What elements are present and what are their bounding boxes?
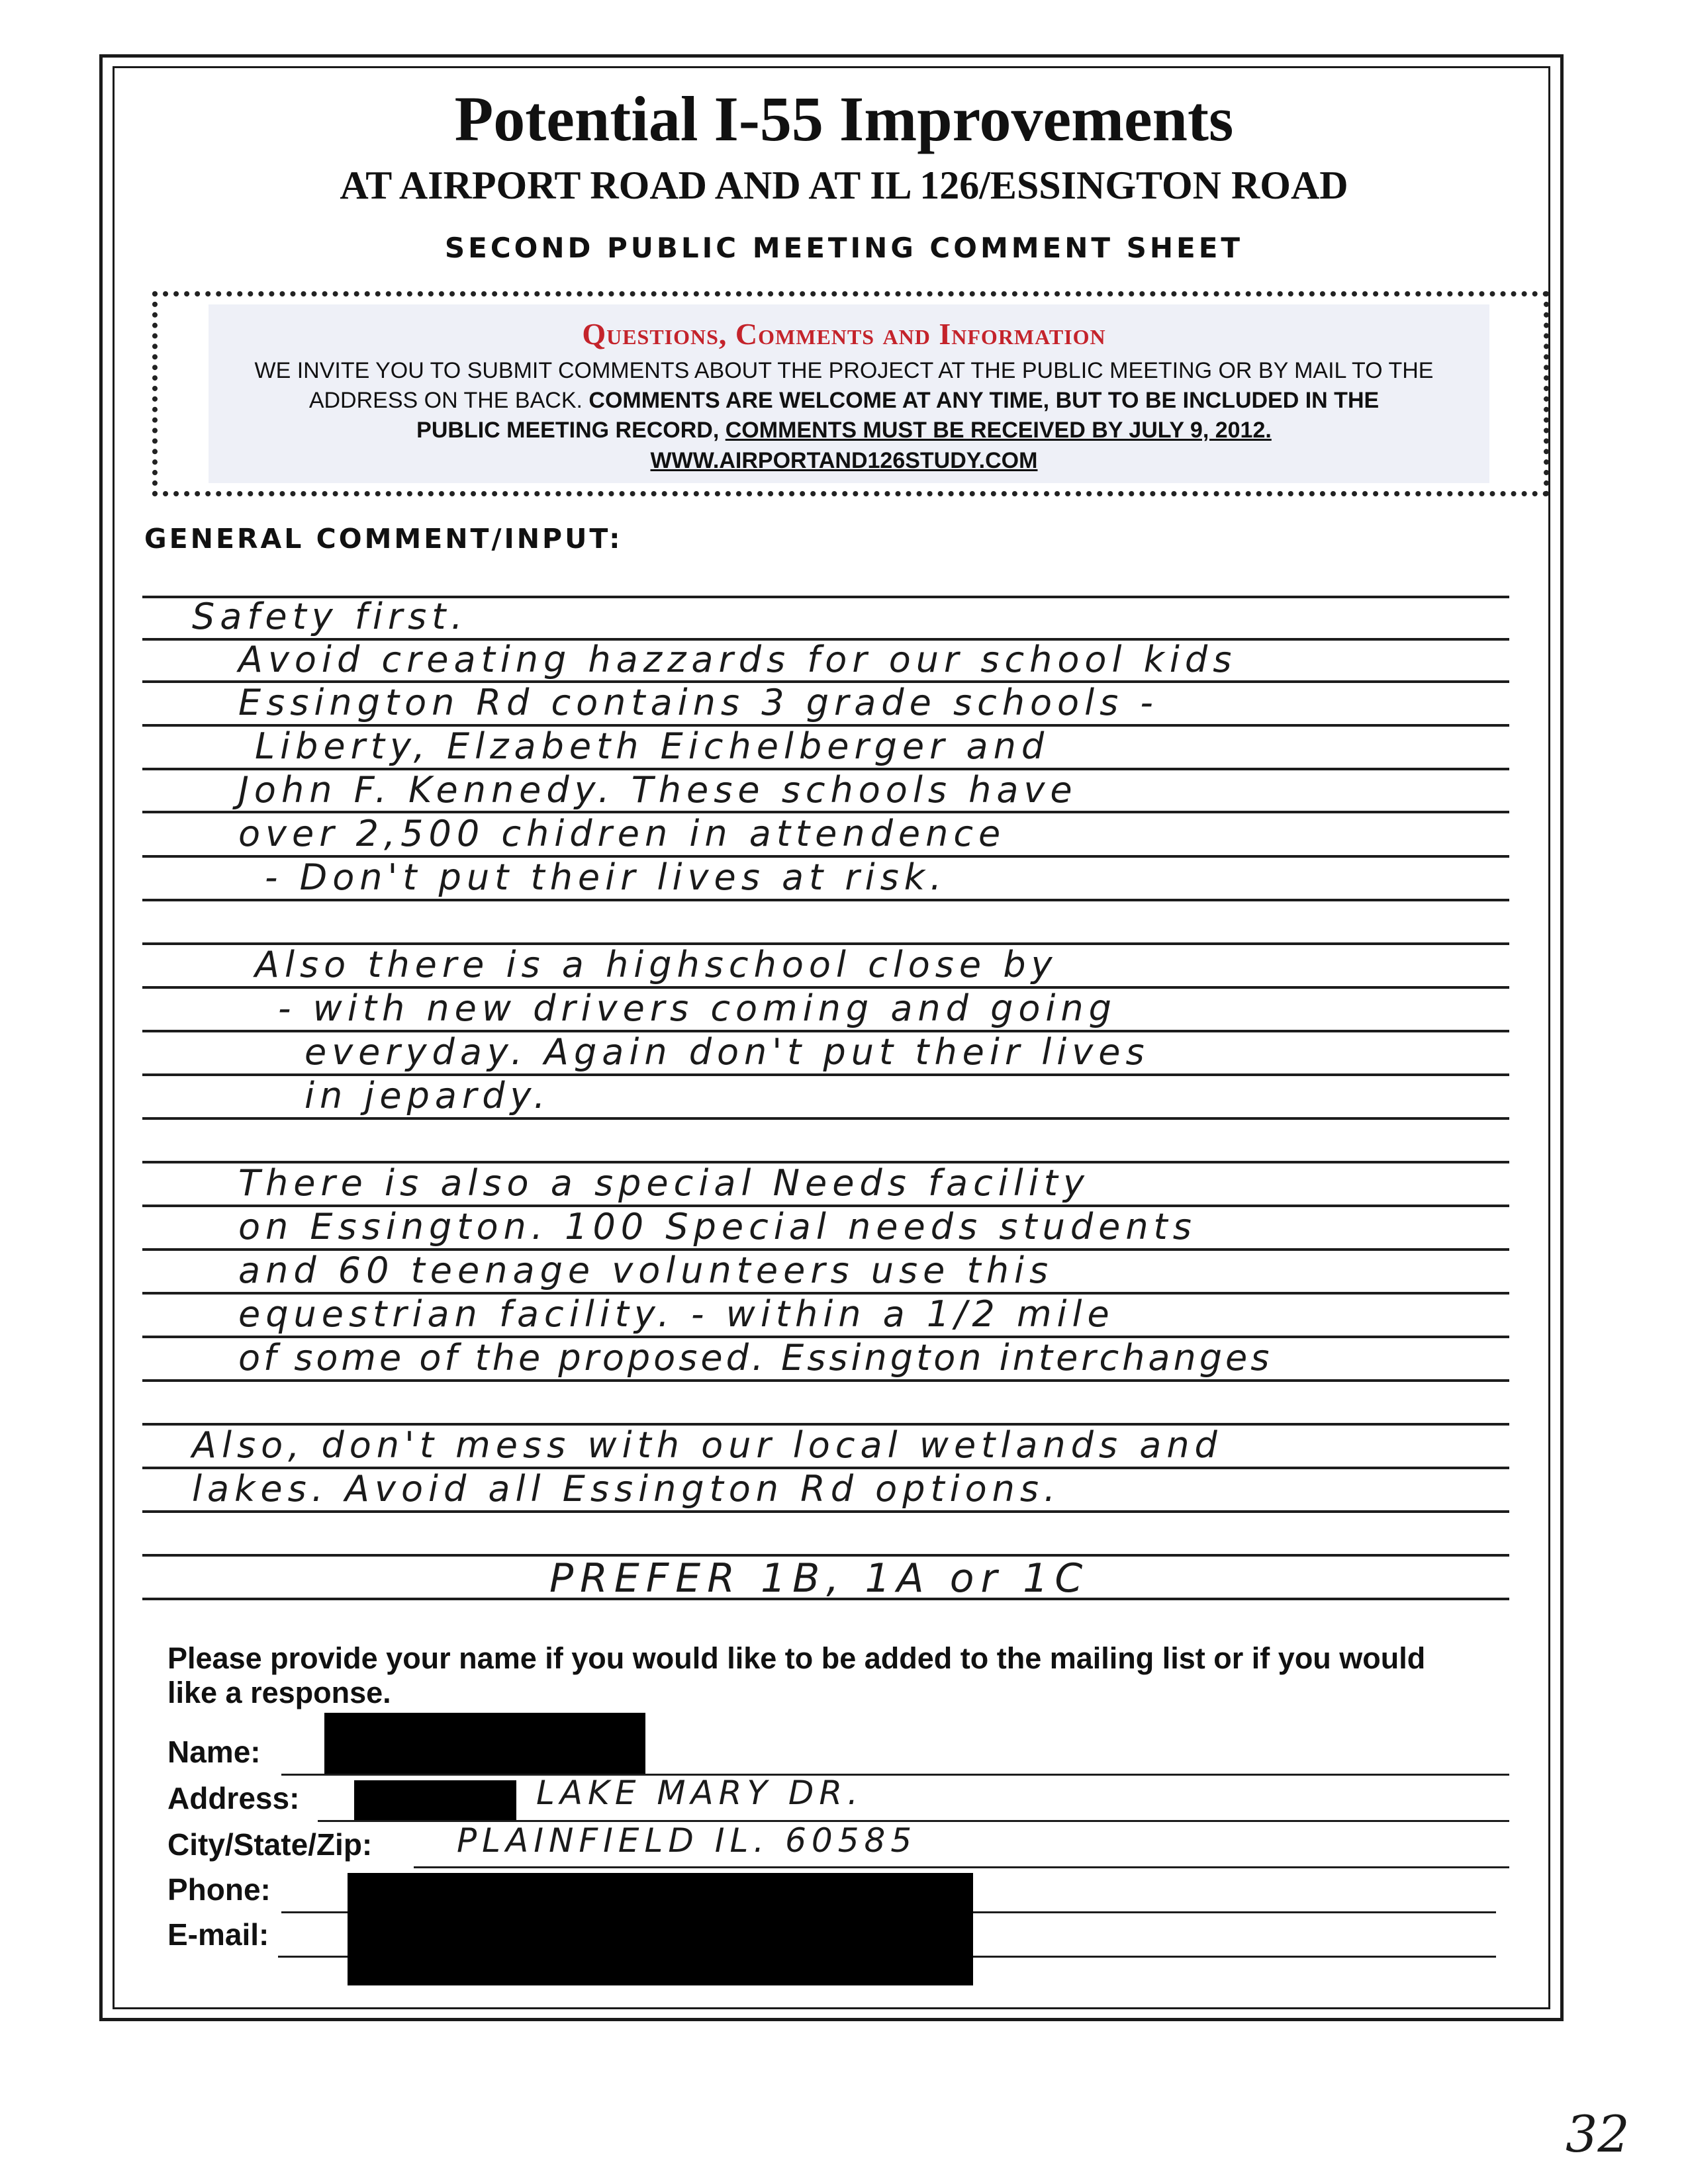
handwritten-line: of some of the proposed. Essington interchanges xyxy=(238,1337,1273,1379)
page-subtitle: AT AIRPORT ROAD AND AT IL 126/ESSINGTON ROAD xyxy=(340,163,1348,207)
handwritten-line: - with new drivers coming and going xyxy=(278,987,1117,1029)
name-field-line[interactable] xyxy=(281,1774,1509,1776)
handwritten-line: - Don't put their lives at risk. xyxy=(265,856,947,898)
city-state-zip-value: PLAINFIELD IL. 60585 xyxy=(457,1821,917,1860)
handwritten-line: Also, don't mess with our local wetlands and xyxy=(192,1424,1223,1466)
info-website-link[interactable]: WWW.AIRPORTAND126STUDY.COM xyxy=(650,448,1038,473)
handwritten-line: Essington Rd contains 3 grade schools - xyxy=(238,682,1158,723)
phone-label: Phone: xyxy=(167,1872,271,1907)
handwritten-line: There is also a special Needs facility xyxy=(238,1162,1090,1204)
handwritten-line: everyday. Again don't put their lives xyxy=(305,1031,1150,1073)
page-number-mark: 32 xyxy=(1566,2105,1630,2163)
handwritten-line: on Essington. 100 Special needs students xyxy=(238,1206,1197,1248)
info-line-2-plain: ADDRESS ON THE BACK. xyxy=(308,388,583,413)
page-title: Potential I-55 Improvements xyxy=(454,83,1234,154)
redaction-block xyxy=(348,1873,973,1985)
rule-line xyxy=(142,1117,1509,1120)
handwritten-line: Safety first. xyxy=(192,596,468,637)
rule-line xyxy=(142,1379,1509,1382)
address-label: Address: xyxy=(167,1781,300,1815)
address-value: LAKE MARY DR. xyxy=(536,1774,863,1812)
handwritten-line: in jepardy. xyxy=(305,1075,551,1116)
contact-prompt-line-2: like a response. xyxy=(167,1676,391,1709)
handwritten-line: and 60 teenage volunteers use this xyxy=(238,1250,1054,1291)
handwritten-line: over 2,500 chidren in attendence xyxy=(238,813,1006,854)
handwritten-line: Liberty, Elzabeth Eichelberger and xyxy=(255,725,1050,767)
city-field-line[interactable] xyxy=(414,1866,1509,1868)
handwritten-line: lakes. Avoid all Essington Rd options. xyxy=(192,1468,1061,1510)
email-label: E-mail: xyxy=(167,1917,269,1952)
info-line-1: WE INVITE YOU TO SUBMIT COMMENTS ABOUT THE PROJECT AT THE PUBLIC MEETING OR BY MAIL TO THE xyxy=(254,358,1434,383)
meeting-label: SECOND PUBLIC MEETING COMMENT SHEET xyxy=(444,232,1244,264)
redaction-block xyxy=(324,1713,645,1774)
general-comment-heading: GENERAL COMMENT/INPUT: xyxy=(144,523,623,555)
info-line-2-bold: COMMENTS ARE WELCOME AT ANY TIME, BUT TO BE INCLUDED IN THE xyxy=(588,388,1380,413)
handwritten-line: John F. Kennedy. These schools have xyxy=(238,769,1078,811)
handwritten-line: Also there is a highschool close by xyxy=(255,944,1058,985)
info-deadline: COMMENTS MUST BE RECEIVED BY JULY 9, 2012. xyxy=(725,418,1272,443)
redaction-block xyxy=(354,1780,516,1820)
handwritten-line: equestrian facility. - within a 1/2 mile xyxy=(238,1293,1115,1335)
info-line-3-bold: PUBLIC MEETING RECORD, xyxy=(416,418,720,443)
handwritten-preference: PREFER 1B, 1A or 1C xyxy=(549,1555,1090,1602)
name-label: Name: xyxy=(167,1735,261,1769)
info-heading: Questions, Comments and Information xyxy=(582,317,1106,351)
info-line-3 xyxy=(0,417,1688,443)
info-line-2 xyxy=(0,387,1688,414)
contact-prompt-line-1: Please provide your name if you would like to be added to the mailing list or if you would xyxy=(167,1641,1426,1675)
rule-line xyxy=(142,899,1509,901)
handwritten-line: Avoid creating hazzards for our school kids xyxy=(238,639,1237,680)
city-state-zip-label: City/State/Zip: xyxy=(167,1827,373,1862)
rule-line xyxy=(142,1510,1509,1513)
